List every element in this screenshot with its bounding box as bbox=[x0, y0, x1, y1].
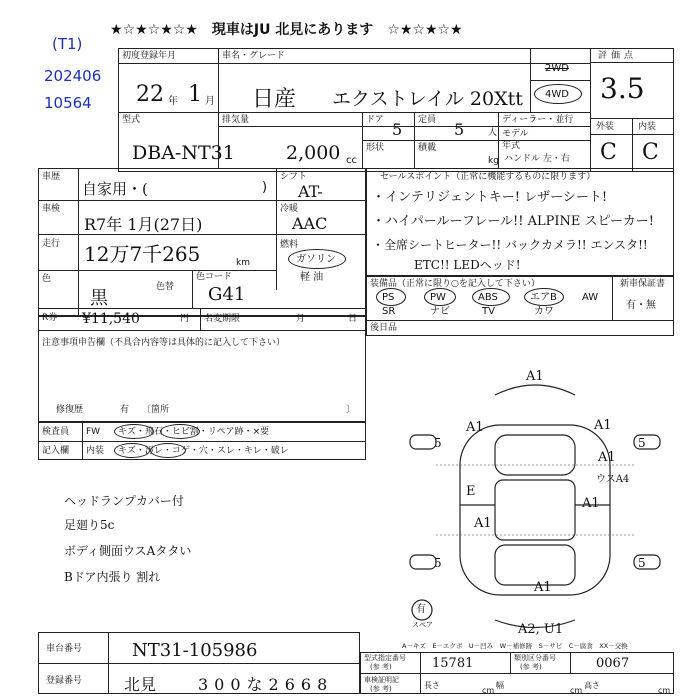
drive-4wd: 4WD bbox=[545, 89, 569, 100]
month-unit: 月 bbox=[205, 96, 215, 107]
displacement: 2,000 bbox=[286, 142, 341, 164]
fuel-label: 燃料 bbox=[280, 240, 299, 250]
note-line-4: Bドア内張り 割れ bbox=[64, 570, 161, 584]
exterior-checks: キズ・飛石・ヒビ割・リペア跡・×要 bbox=[118, 427, 270, 437]
ps-circle bbox=[376, 288, 406, 306]
equip-ps: PS bbox=[382, 292, 395, 303]
sales-point-1: ・インテリジェントキー! レザーシート! bbox=[372, 190, 608, 205]
sales-point-3: ・全席シートヒーター!! バックカメラ!! エンスタ!! bbox=[372, 238, 648, 252]
plate-label: 登録番号 bbox=[46, 676, 83, 686]
notes-label: 注意事項申告欄（不具合内容等は具体的に記入して下さい） bbox=[42, 338, 286, 348]
airbag-circle bbox=[524, 288, 564, 306]
equip-aw: AW bbox=[582, 292, 599, 303]
entry-label: 記入欄 bbox=[42, 446, 70, 456]
warranty-label: 新車保証書 bbox=[620, 279, 666, 289]
model-label: モデル bbox=[502, 129, 529, 139]
repair-value: 有 bbox=[120, 405, 130, 415]
shape-label: 形状 bbox=[366, 143, 385, 153]
sales-point-4: ETC!! LEDヘッド! bbox=[414, 258, 521, 272]
chassis-label: 車台番号 bbox=[46, 644, 83, 654]
color-value: 黒 bbox=[90, 288, 108, 309]
interior-label: 内装 bbox=[638, 122, 657, 132]
history-label: 車歴 bbox=[42, 172, 61, 182]
equipment-label: 装備品（正常に限り○を記入して下さい） bbox=[370, 279, 540, 289]
kg-unit: kg bbox=[488, 156, 499, 166]
model-code-label: 型式 bbox=[122, 115, 141, 125]
shift-label: シフト bbox=[280, 172, 308, 182]
roof-panel bbox=[495, 480, 575, 540]
type-cert-value: 15781 bbox=[432, 656, 474, 671]
model-name: エクストレイル 20Xtt bbox=[332, 88, 523, 110]
length-label: 長さ bbox=[424, 681, 440, 690]
sales-points-label: セールスポイント（正常に機能するものに限ります） bbox=[380, 172, 596, 182]
spare-label: 有 bbox=[416, 604, 426, 615]
chassis-number: NT31-105986 bbox=[132, 640, 258, 661]
color-code-label: 色コード bbox=[196, 272, 233, 282]
cooling-label: 冷暖 bbox=[280, 204, 299, 214]
repair-close: 〕 bbox=[346, 405, 356, 415]
mark-front-left: A1 bbox=[466, 420, 484, 435]
first-reg-label: 初度登録年月 bbox=[122, 51, 177, 61]
seats: 5 bbox=[454, 120, 465, 139]
int-scratch-circle bbox=[114, 443, 150, 458]
expiry-month: 月 bbox=[296, 314, 306, 324]
interior-grade: C bbox=[642, 140, 659, 165]
height-unit: cm bbox=[658, 686, 671, 695]
exterior-label: 外装 bbox=[596, 122, 615, 132]
doors-label: ドア bbox=[366, 115, 384, 125]
fuel-gasoline: ガソリン bbox=[296, 254, 336, 265]
mark-right-door: ウスA4 bbox=[596, 474, 630, 485]
exterior-grade: C bbox=[600, 140, 617, 165]
stone-chip-circle bbox=[160, 424, 200, 439]
category-ref: (参 考) bbox=[520, 663, 542, 671]
notes-box bbox=[38, 316, 366, 422]
equip-kawa: カワ bbox=[534, 306, 554, 317]
cooling-value: AAC bbox=[292, 214, 328, 233]
drive-2wd: 2WD bbox=[545, 63, 569, 74]
interior-checks: キズ・汚レ・コゲ・穴・スレ・キレ・破レ bbox=[118, 446, 289, 456]
handle-label: ハンドル 左・右 bbox=[504, 154, 570, 164]
cc-unit: cc bbox=[346, 155, 357, 166]
color-change-label: 色替 bbox=[156, 282, 175, 292]
category-label: 類別区分番号 bbox=[514, 654, 556, 662]
width-unit: cm bbox=[570, 686, 583, 695]
type-cert-label: 型式指定番号 bbox=[364, 654, 406, 662]
mark-rear-bumper: A2, U1 bbox=[518, 622, 564, 637]
note-line-2: 足廻り5c bbox=[64, 518, 115, 532]
grade-score: 3.5 bbox=[600, 72, 645, 105]
tire-front-left bbox=[410, 435, 436, 449]
abs-circle bbox=[472, 288, 510, 306]
maker: 日産 bbox=[252, 87, 297, 112]
shift-value: AT- bbox=[298, 182, 323, 201]
grade-label: 評価点 bbox=[598, 51, 638, 61]
lot-number: 10564 bbox=[44, 94, 92, 112]
tire-mark-rear-left: 5 bbox=[434, 556, 442, 570]
expiry-label: 名変期限 bbox=[204, 314, 241, 324]
tire-mark-front-left: 5 bbox=[434, 436, 442, 450]
inspection-label: 車検 bbox=[42, 204, 61, 214]
fuel-diesel: 軽 油 bbox=[300, 272, 324, 283]
mark-front-right: A1 bbox=[594, 418, 612, 433]
tire-mark-front-right: 5 bbox=[638, 436, 646, 450]
year-unit: 年 bbox=[168, 96, 178, 107]
length-unit: cm bbox=[482, 686, 495, 695]
color-label: 色 bbox=[42, 274, 52, 284]
equip-sr: SR bbox=[382, 306, 396, 317]
plate-area: 北見 bbox=[124, 675, 157, 694]
tire-mark-rear-right: 5 bbox=[638, 556, 646, 570]
tire-rear-left bbox=[410, 555, 436, 569]
equip-navi: ナビ bbox=[430, 306, 450, 317]
int-dirt-circle bbox=[150, 443, 186, 458]
rear-seat-label: 後日品 bbox=[370, 323, 398, 333]
equip-airbag: エアB bbox=[530, 292, 557, 303]
mark-left-rear: A1 bbox=[474, 516, 492, 531]
height-label: 高さ bbox=[584, 681, 600, 690]
mark-left-door: E bbox=[466, 484, 476, 499]
seats-label: 定員 bbox=[418, 115, 437, 125]
yen-unit: 円 bbox=[180, 314, 190, 324]
lot-code: (T1) bbox=[52, 35, 83, 53]
expiry-day: 日 bbox=[348, 314, 358, 324]
type-cert-ref: (参 考) bbox=[370, 663, 392, 671]
history-close: ) bbox=[262, 180, 268, 195]
model-year-label: 年式 bbox=[502, 141, 521, 151]
mileage-unit: km bbox=[236, 258, 250, 268]
mark-front: A1 bbox=[526, 369, 544, 384]
repair-label: 修復歴 bbox=[56, 405, 84, 415]
hood-panel bbox=[495, 435, 575, 475]
name-label: 車名・グレード bbox=[222, 51, 286, 61]
spare-caption: スペア bbox=[412, 621, 433, 629]
displacement-label: 排気量 bbox=[222, 115, 250, 125]
banner: ★☆★☆★☆★ 現車はJU 北見にあります ☆★☆★☆★ bbox=[110, 22, 463, 38]
pw-circle bbox=[424, 288, 456, 306]
front-bumper bbox=[495, 385, 575, 395]
color-code: G41 bbox=[208, 284, 246, 305]
interior-check-label: 内装 bbox=[86, 446, 105, 456]
auction-date: 202406 bbox=[44, 67, 102, 85]
inspection-value: R7年 1月(27日) bbox=[84, 215, 203, 234]
cert-ref: (参 考) bbox=[370, 685, 392, 693]
repair-parts: 〔箇所 bbox=[142, 405, 170, 415]
mileage-label: 走行 bbox=[42, 239, 61, 249]
mileage-value: 12万7千265 bbox=[84, 242, 201, 266]
fw-label: FW bbox=[86, 427, 101, 437]
recycle-label: R券 bbox=[42, 313, 58, 323]
category-value: 0067 bbox=[596, 656, 630, 671]
legend: A－キズ E－エクボ U－凹み W－補修跡 S－サビ C－腐食 XX－交換 bbox=[402, 642, 628, 650]
mark-right-fender: A1 bbox=[598, 450, 616, 465]
equip-abs: ABS bbox=[478, 292, 498, 303]
first-reg-year: 22 bbox=[136, 82, 164, 107]
equip-tv: TV bbox=[482, 306, 495, 317]
mark-right-rear: A1 bbox=[582, 496, 600, 511]
doors: 5 bbox=[392, 120, 403, 139]
history-value: 自家用・( bbox=[82, 180, 148, 198]
warranty-value: 有・無 bbox=[626, 300, 656, 311]
inspector-label: 検査員 bbox=[42, 427, 70, 437]
trunk-panel bbox=[495, 545, 575, 585]
sales-point-2: ・ハイパールーフレール!! ALPINE スピーカー! bbox=[372, 214, 654, 229]
load-label: 積載 bbox=[418, 143, 437, 153]
equip-pw: PW bbox=[430, 292, 446, 303]
note-line-3: ボディ側面ウスAタタい bbox=[64, 544, 192, 558]
scratch-circle bbox=[114, 424, 154, 439]
mark-rear: A1 bbox=[534, 580, 552, 595]
note-line-1: ヘッドランプカバー付 bbox=[64, 494, 184, 508]
persons-unit: 人 bbox=[488, 128, 498, 138]
first-reg-month: 1 bbox=[188, 82, 202, 107]
width-label: 幅 bbox=[496, 681, 504, 690]
plate-number: 300な2668 bbox=[198, 675, 334, 694]
recycle-amount: ¥11,540 bbox=[82, 311, 140, 327]
dealer-label: ディーラー・並行 bbox=[502, 115, 574, 125]
model-code: DBA-NT31 bbox=[132, 142, 235, 164]
cert-label: 車検証明記 bbox=[364, 676, 399, 684]
